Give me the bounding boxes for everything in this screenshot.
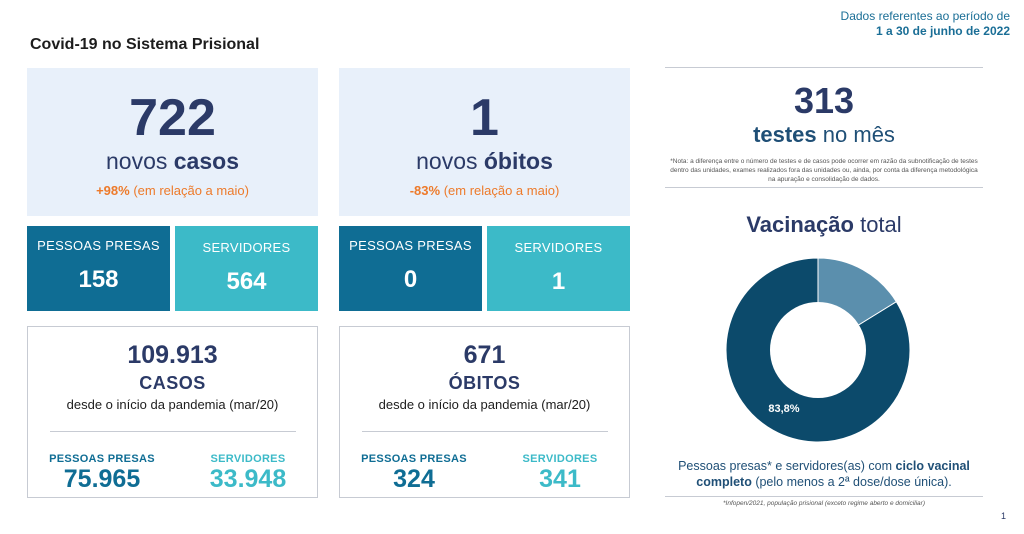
period-line-1: Dados referentes ao período de <box>840 9 1010 23</box>
vaccination-title <box>665 212 983 238</box>
new-cases-label <box>27 148 318 175</box>
tests-label-bold: testes <box>753 122 817 147</box>
tile-label: PESSOAS PRESAS <box>37 238 160 253</box>
new-deaths-label <box>339 148 630 175</box>
period-info <box>790 9 1010 39</box>
tile-value: 1 <box>551 268 566 295</box>
total-deaths-card <box>339 326 630 498</box>
tile-value: 0 <box>403 266 418 293</box>
page-number: 1 <box>1001 511 1007 521</box>
page-title: Covid-19 no Sistema Prisional <box>30 36 260 53</box>
total-cases-word: CASOS <box>139 373 206 393</box>
divider <box>665 496 983 497</box>
period-line-2: 1 a 30 de junho de 2022 <box>875 24 1010 38</box>
total-cases-staff-value: 33.948 <box>209 465 287 493</box>
total-deaths-staff-value: 341 <box>539 465 581 493</box>
new-cases-value: 722 <box>129 89 216 147</box>
total-cases-prisoners-label: PESSOAS PRESAS <box>49 453 155 465</box>
total-cases-card <box>27 326 318 498</box>
tests-label <box>665 122 983 148</box>
vaccination-description <box>665 458 983 490</box>
vaccination-title-bold: Vacinação <box>746 212 854 237</box>
new-deaths-delta-text: (em relação a maio) <box>443 183 560 198</box>
vaccination-donut-chart <box>724 256 912 444</box>
new-cases-delta-text: (em relação a maio) <box>133 183 249 198</box>
new-deaths-card <box>339 68 630 216</box>
cases-staff-tile <box>175 226 318 311</box>
new-deaths-delta-pct: -83% <box>409 183 441 198</box>
tests-note: *Nota: a diferença entre o número de testes e de casos pode ocorrer em razão da subnotificação de testes dentro das unidades, exames realizados fora das unidades ou, ainda, por conta da diferença metodológica na apuração e consolidação de dados. <box>670 158 978 183</box>
total-cases-staff-label: SERVIDORES <box>210 453 286 465</box>
total-deaths-sub: desde o início da pandemia (mar/20) <box>378 397 591 412</box>
total-cases-sub: desde o início da pandemia (mar/20) <box>66 397 279 412</box>
tests-value: 313 <box>793 80 855 121</box>
vaccination-title-rest: total <box>860 212 902 237</box>
deaths-staff-tile <box>487 226 630 311</box>
deaths-prisoners-tile <box>339 226 482 311</box>
vaccination-desc-part-1: Pessoas presas* e servidores(as) com <box>678 459 893 473</box>
new-deaths-value: 1 <box>470 89 499 147</box>
divider <box>362 431 608 432</box>
new-cases-delta <box>27 183 318 198</box>
vaccination-desc-bold: ciclo vacinal completo <box>696 459 970 489</box>
tile-value: 564 <box>226 268 267 295</box>
vaccination-desc-part-2: (pelo menos a 2ª dose/dose única). <box>755 475 952 489</box>
tile-label: SERVIDORES <box>202 240 291 255</box>
total-deaths-prisoners-value: 324 <box>393 465 435 493</box>
tile-value: 158 <box>78 266 119 293</box>
new-cases-delta-pct: +98% <box>96 183 130 198</box>
total-deaths-word: ÓBITOS <box>448 373 521 393</box>
total-cases-value: 109.913 <box>127 341 218 369</box>
divider <box>50 431 296 432</box>
total-deaths-prisoners-label: PESSOAS PRESAS <box>361 453 467 465</box>
tile-label: SERVIDORES <box>514 240 603 255</box>
cases-prisoners-tile <box>27 226 170 311</box>
total-deaths-staff-label: SERVIDORES <box>522 453 598 465</box>
donut-hole <box>770 302 866 398</box>
tile-label: PESSOAS PRESAS <box>349 238 472 253</box>
new-cases-label-prefix: novos <box>106 148 168 174</box>
new-cases-card <box>27 68 318 216</box>
total-deaths-value: 671 <box>463 341 506 369</box>
new-deaths-delta <box>339 183 630 198</box>
new-deaths-label-prefix: novos <box>416 148 478 174</box>
total-cases-prisoners-value: 75.965 <box>63 465 141 493</box>
divider <box>665 67 983 68</box>
tests-label-rest: no mês <box>822 122 895 147</box>
new-deaths-label-bold: óbitos <box>483 148 553 174</box>
vaccination-footnote: *Infopen/2021, população prisional (exceto regime aberto e domiciliar) <box>723 500 925 507</box>
slice-label: 83,8% <box>768 403 800 415</box>
divider <box>665 187 983 188</box>
new-cases-label-bold: casos <box>173 148 239 174</box>
